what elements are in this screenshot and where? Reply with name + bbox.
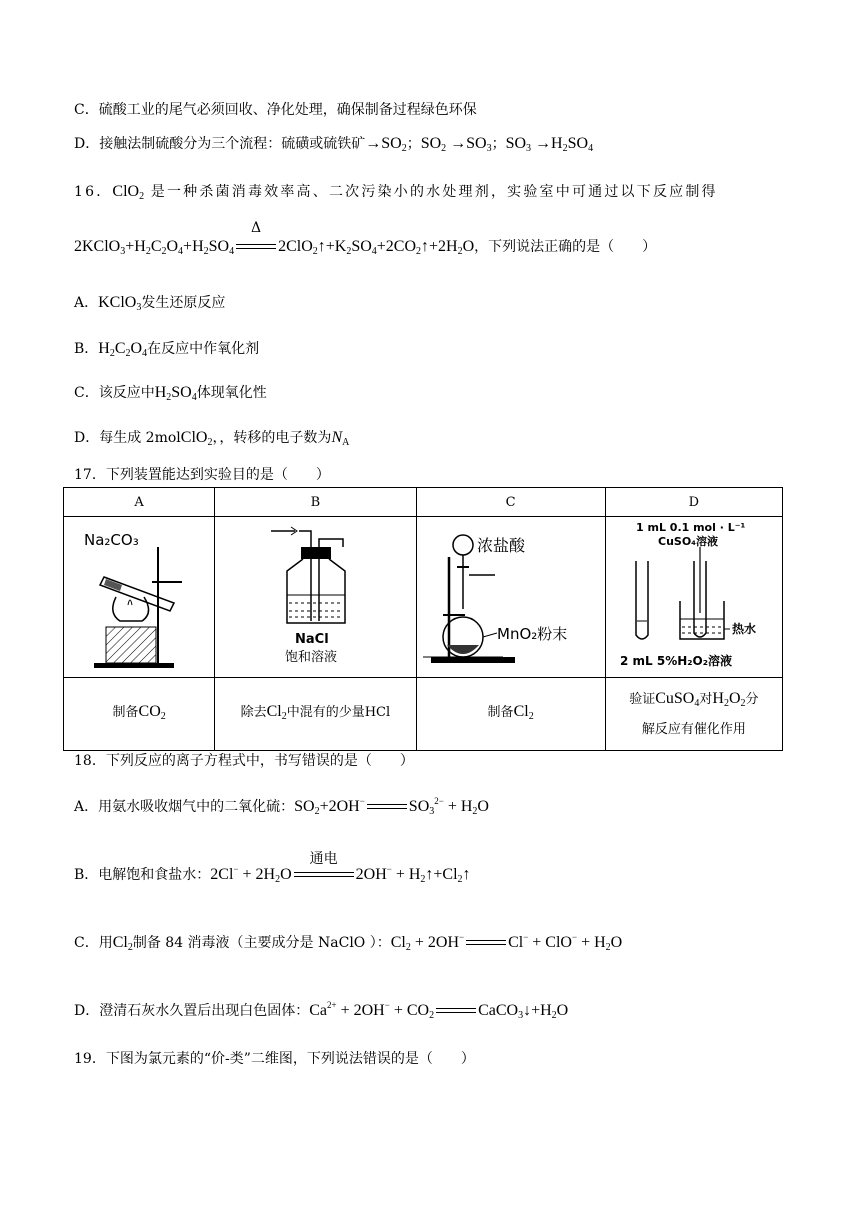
q18-option-c: C．用$Cl_2$制备 84 消毒液（主要成分是 NaClO ）：$Cl_2 + 2OH^-$ $Cl^- + ClO^- + H_2O$ xyxy=(74,932,623,953)
q16-option-a: A．KClO$_3$发生还原反应 xyxy=(74,294,226,313)
svg-text:热水: 热水 xyxy=(731,622,756,636)
caption-d: 验证CuSO$_4$对$H_2O_2$分 解反应有催化作用 xyxy=(605,678,782,751)
q16-option-b: B．$H_2C_2O_4$在反应中作氧化剂 xyxy=(74,340,260,359)
q15-option-d: D．接触法制硫酸分为三个流程：硫磺或硫铁矿$\to SO_2$；$SO_2 \to SO_3$；$SO_3 \to H_2SO_4$ xyxy=(74,135,594,154)
apparatus-a xyxy=(64,517,215,678)
col-header-b: B xyxy=(215,488,416,517)
svg-text:MnO₂粉末: MnO₂粉末 xyxy=(496,625,567,643)
apparatus-c xyxy=(416,517,605,678)
q17-apparatus-table xyxy=(63,487,783,751)
q18-option-a: A．用氨水吸收烟气中的二氧化硫：$SO_2+2OH^-$ $SO_3^{2-} + H_2O$ xyxy=(74,796,489,817)
svg-text:浓盐酸: 浓盐酸 xyxy=(476,536,525,555)
caption-a: 制备$CO_2$ xyxy=(64,678,215,751)
q19-stem: 19．下图为氯元素的“价-类”二维图，下列说法错误的是（ ） xyxy=(74,1051,475,1067)
col-header-a: A xyxy=(64,488,215,517)
svg-text:1 mL 0.1 mol · L⁻¹: 1 mL 0.1 mol · L⁻¹ xyxy=(635,521,746,534)
q16-equation: $2KClO_3+H_2C_2O_4+H_2SO_4$ Δ $2ClO_2↑+K_2SO_4+2CO_2↑+2H_2O$，下列说法正确的是（ ） xyxy=(74,220,657,257)
svg-text:2 mL 5%H₂O₂溶液: 2 mL 5%H₂O₂溶液 xyxy=(619,654,732,668)
q18-option-d: D．澄清石灰水久置后出现白色固体：$Ca^{2+} + 2OH^- + CO_2$ $CaCO_3↓+H_2O$ xyxy=(74,1000,569,1021)
q16-option-c: C．该反应中$H_2SO_4$体现氧化性 xyxy=(74,384,267,403)
col-header-c: C xyxy=(416,488,605,517)
q16-option-d: D．每生成 2molClO$_2$，，转移的电子数为$N_A$ xyxy=(74,429,350,448)
caption-b: 除去$Cl_2$中混有的少量HCl xyxy=(215,678,416,751)
q15-option-c: C．硫酸工业的尾气必须回收、净化处理，确保制备过程绿色环保 xyxy=(74,102,477,118)
apparatus-d xyxy=(605,517,782,678)
svg-text:NaCl: NaCl xyxy=(295,632,330,647)
equation-arrow: Δ xyxy=(236,242,276,252)
q18-stem: 18．下列反应的离子方程式中，书写错误的是（ ） xyxy=(74,753,414,769)
apparatus-b xyxy=(215,517,416,678)
svg-text:Na₂CO₃: Na₂CO₃ xyxy=(84,531,139,549)
svg-text:饱和溶液: 饱和溶液 xyxy=(285,650,338,665)
q18-option-b: B．电解饱和食盐水：$2Cl^- + 2H_2O$ 通电 $2OH^- + H_2↑+Cl_2↑$ xyxy=(74,851,471,885)
caption-c: 制备$Cl_2$ xyxy=(416,678,605,751)
svg-text:CuSO₄溶液: CuSO₄溶液 xyxy=(657,535,718,548)
q16-stem: 16．ClO$_2$ 是一种杀菌消毒效率高、二次污染小的水处理剂，实验室中可通过以下反应制得 xyxy=(74,183,718,202)
col-header-d: D xyxy=(605,488,782,517)
q17-stem: 17．下列装置能达到实验目的是（ ） xyxy=(74,467,330,483)
